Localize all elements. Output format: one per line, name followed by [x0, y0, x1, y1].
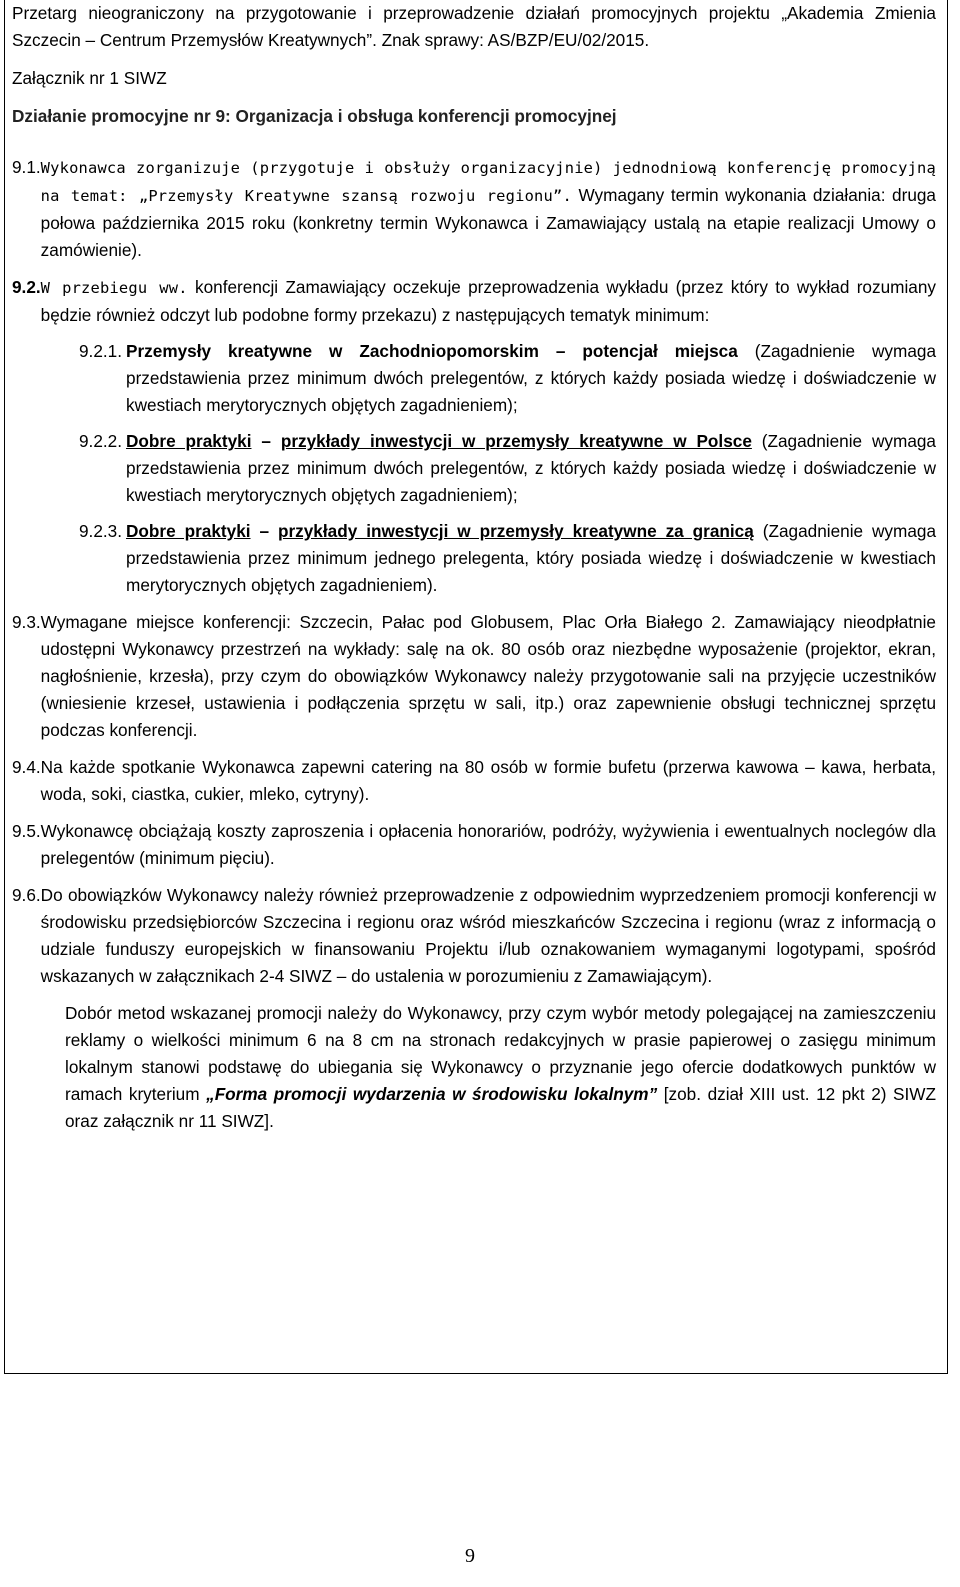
subitem-text: [126, 518, 936, 599]
attachment-label: Załącznik nr 1 SIWZ: [12, 68, 167, 88]
item-9-5: [12, 818, 936, 872]
subitem-dash: –: [259, 521, 270, 541]
item-number: 9.1.: [12, 157, 41, 177]
item-number: 9.6.: [12, 885, 41, 905]
item-9-6: [12, 882, 936, 990]
subitem-number: 9.2.1.: [79, 341, 123, 361]
item-text-part: konferencji Zamawiający oczekuje przeprowadzenia wykładu (przez który to wykład rozumiany będzie również odczyt lub podobne formy przekazu) z następujących tematyk minimum:: [40, 277, 936, 325]
item-9-4: [12, 754, 936, 808]
subitem-number: 9.2.3.: [79, 521, 123, 541]
promotion-note: [65, 1000, 936, 1135]
document-header: Przetarg nieograniczony na przygotowanie i przeprowadzenie działań promocyjnych projektu „Akademia Zmienia Szczecin – Centrum Przemysłów Kreatywnych”. Znak sprawy: AS/BZP/EU/02/2015.: [12, 3, 936, 50]
subitem-9-2-3: [79, 518, 936, 599]
subitem-text: [126, 338, 936, 419]
subitem-dash: –: [261, 431, 271, 451]
item-text: Na każde spotkanie Wykonawca zapewni catering na 80 osób w formie bufetu (przerwa kawowa – kawa, herbata, woda, soki, ciastka, cukier, mleko, cytryny).: [40, 757, 936, 804]
item-text: Wymagane miejsce konferencji: Szczecin, Pałac pod Globusem, Plac Orła Białego 2. Zamawiający nieodpłatnie udostępni Wykonawcy przestrzeń na wykłady: salę na ok. 80 osób oraz niezbędne wyposażenie (projektor, ekran, nagłośnienie, krzesła), przy czym do obowiązków Wykonawcy należy przygotowanie sali na przyjęcie uczestników (wniesienie krzeseł, ustawienia i podłączenia sprzętu w sali, itp.) oraz zapewnienie obsługi technicznej sprzętu podczas konferencji.: [40, 612, 936, 740]
subitem-body: (Zagadnienie wymaga przedstawienia przez minimum dwóch prelegentów, z których każdy posiada wiedzę i doświadczenie w kwestiach merytorycznych objętych zagadnieniem);: [126, 431, 936, 505]
item-number: 9.5.: [12, 821, 41, 841]
item-text-part: Wymagany termin wykonania działania: druga połowa października 2015 roku (konkretny termin Wykonawca i Zamawiający ustalą na etapie realizacji Umowy o zamówienie).: [40, 185, 936, 260]
item-9-3: [12, 609, 936, 744]
page-number: 9: [465, 1545, 475, 1567]
item-text: Wykonawcę obciążają koszty zaproszenia i opłacenia honorariów, podróży, wyżywienia i ewentualnych noclegów dla prelegentów (minimum pięciu).: [40, 821, 936, 868]
subitem-9-2-2: [79, 428, 936, 509]
subitem-number: 9.2.2.: [79, 431, 123, 451]
item-number: 9.3.: [12, 612, 41, 632]
item-text-part: W przebiegu ww.: [40, 279, 188, 297]
subitem-bold: Dobre praktyki: [126, 521, 251, 541]
item-text: [41, 154, 936, 264]
subitem-bold: przykłady inwestycji w przemysły kreatywne za granicą: [277, 521, 754, 541]
subitem-bold: potencjał miejsca: [582, 341, 738, 361]
subitem-bold: Dobre praktyki: [126, 431, 252, 451]
subitem-dash: –: [555, 341, 566, 361]
subitem-bold: Przemysły kreatywne w Zachodniopomorskim: [126, 341, 539, 361]
note-text: [zob. dział XIII ust. 12 pkt 2) SIWZ oraz załącznik nr 11 SIWZ].: [65, 1084, 937, 1131]
subitem-9-2-1: [79, 338, 936, 419]
item-9-2: [12, 274, 936, 329]
note-text: Dobór metod wskazanej promocji należy do Wykonawcy, przy czym wybór metody polegającej na zamieszczeniu reklamy o wielkości minimum 6 na 8 cm na stronach redakcyjnych w prasie papierowej o zasięgu minimum lokalnym stanowi podstawę do ubiegania się Wykonawcy o przyznanie jego ofercie dodatkowych punktów w ramach kryterium: [65, 1003, 936, 1104]
subitem-body: (Zagadnienie wymaga przedstawienia przez minimum dwóch prelegentów, z których każdy posiada wiedzę i doświadczenie w kwestiach merytorycznych objętych zagadnieniem);: [126, 341, 937, 415]
note-emphasis: „Forma promocji wydarzenia w środowisku lokalnym”: [206, 1084, 658, 1104]
item-number: 9.4.: [12, 757, 41, 777]
item-text-part: Wykonawca zorganizuje (przygotuje i obsłuży organizacyjnie) jednodniową konferencję promocyjną na temat: „Przemysły Kreatywne szansą rozwoju regionu”.: [40, 159, 936, 205]
item-text: [41, 274, 936, 329]
item-text: Do obowiązków Wykonawcy należy również przeprowadzenie z odpowiednim wyprzedzeniem promocji konferencji w środowisku przedsiębiorców Szczecina i regionu oraz wśród mieszkańców Szczecina i regionu (wraz z informacją o udziale funduszy europejskich w finansowaniu Projektu i/lub oznakowaniem wymaganymi logotypami, spośród wskazanych w załącznikach 2-4 SIWZ – do ustalenia w porozumieniu z Zamawiającym).: [40, 885, 936, 986]
document-body: [12, 0, 936, 1135]
item-number: 9.2.: [12, 277, 41, 297]
section-title: Działanie promocyjne nr 9: Organizacja i obsługa konferencji promocyjnej: [12, 106, 617, 126]
subitem-text: [126, 428, 936, 509]
subitem-body: (Zagadnienie wymaga przedstawienia przez minimum jednego prelegenta, który posiada wiedzę i doświadczenie w kwestiach merytorycznych objętych zagadnieniem).: [126, 521, 937, 595]
item-9-1: [12, 154, 936, 264]
subitem-bold: przykłady inwestycji w przemysły kreatywne w Polsce: [280, 431, 752, 451]
